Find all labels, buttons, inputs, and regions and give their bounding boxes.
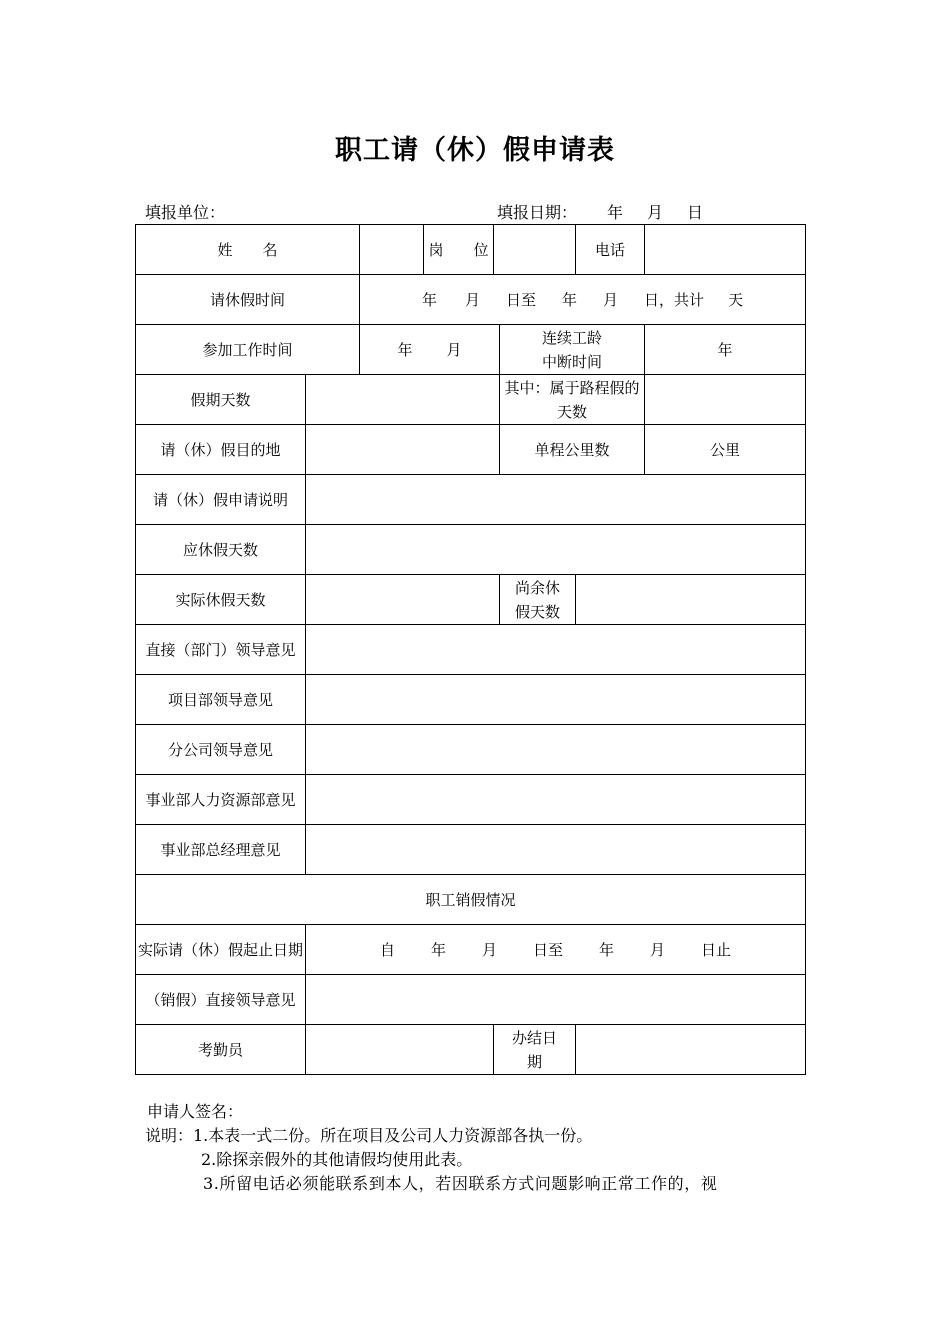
explanation-field[interactable] <box>306 475 806 525</box>
attendance-label: 考勤员 <box>136 1025 306 1075</box>
work-start-month: 月 <box>446 340 462 359</box>
leave-time-days: 天 <box>728 290 744 309</box>
entitled-days-field[interactable] <box>306 525 806 575</box>
fill-date <box>497 200 703 223</box>
fill-date-day: 日 <box>687 203 704 222</box>
gm-label: 事业部总经理意见 <box>136 825 306 875</box>
destination-field[interactable] <box>306 425 500 475</box>
actual-period-day-end: 日止 <box>701 940 732 959</box>
project-leader-field[interactable] <box>306 675 806 725</box>
service-break-label-1: 连续工龄 <box>542 328 603 347</box>
remaining-days-label <box>500 575 576 625</box>
work-start-label: 参加工作时间 <box>136 325 360 375</box>
post-label: 岗 位 <box>424 225 494 275</box>
travel-days-field[interactable] <box>645 375 806 425</box>
actual-period-from: 自 <box>379 940 395 959</box>
post-field[interactable] <box>494 225 576 275</box>
project-leader-label: 项目部领导意见 <box>136 675 306 725</box>
completion-date-field[interactable] <box>576 1025 806 1075</box>
explanation-label: 请（休）假申请说明 <box>136 475 306 525</box>
actual-period-label: 实际请（休）假起止日期 <box>136 925 306 975</box>
entitled-days-label: 应休假天数 <box>136 525 306 575</box>
signature-label: 申请人签名： <box>147 1102 244 1121</box>
completion-date-label <box>494 1025 576 1075</box>
travel-days-label <box>500 375 645 425</box>
leave-time-month2: 月 <box>603 290 619 309</box>
gm-field[interactable] <box>306 825 806 875</box>
holiday-days-field[interactable] <box>306 375 500 425</box>
leave-time-year: 年 <box>421 290 437 309</box>
one-way-km-field[interactable]: 公里 <box>645 425 806 475</box>
note-1: 说明：1.本表一式二份。所在项目及公司人力资源部各执一份。 <box>145 1126 593 1145</box>
remaining-days-label-2: 假天数 <box>515 602 561 621</box>
leave-time-month: 月 <box>464 290 480 309</box>
leave-form-table <box>135 224 806 1075</box>
actual-period-year: 年 <box>430 940 446 959</box>
completion-date-label-2: 期 <box>527 1052 543 1071</box>
work-start-field[interactable] <box>360 325 500 375</box>
phone-label: 电话 <box>576 225 645 275</box>
destination-label: 请（休）假目的地 <box>136 425 306 475</box>
actual-days-field[interactable] <box>306 575 500 625</box>
name-label: 姓 名 <box>136 225 360 275</box>
actual-period-field[interactable] <box>306 925 806 975</box>
service-break-field[interactable]: 年 <box>645 325 806 375</box>
page-title: 职工请（休）假申请表 <box>335 135 615 166</box>
remaining-days-field[interactable] <box>576 575 806 625</box>
travel-days-label-2: 天数 <box>557 402 588 421</box>
remaining-days-label-1: 尚余休 <box>515 578 561 597</box>
direct-leader-field[interactable] <box>306 625 806 675</box>
hr-label: 事业部人力资源部意见 <box>136 775 306 825</box>
fill-date-label: 填报日期： <box>497 203 578 222</box>
one-way-km-label: 单程公里数 <box>500 425 645 475</box>
fill-date-year: 年 <box>607 203 624 222</box>
return-section-label: 职工销假情况 <box>136 875 806 925</box>
phone-field[interactable] <box>645 225 806 275</box>
work-start-year: 年 <box>397 340 413 359</box>
leave-time-year2: 年 <box>562 290 578 309</box>
hr-field[interactable] <box>306 775 806 825</box>
note-3: 3.所留电话必须能联系到本人，若因联系方式问题影响正常工作的，视 <box>203 1174 718 1193</box>
holiday-days-label: 假期天数 <box>136 375 306 425</box>
attendance-field[interactable] <box>306 1025 494 1075</box>
actual-period-day-to: 日至 <box>533 940 564 959</box>
footer-notes <box>147 1100 717 1196</box>
return-leader-label: （销假）直接领导意见 <box>136 975 306 1025</box>
travel-days-label-1: 其中：属于路程假的 <box>504 378 640 397</box>
actual-period-month: 月 <box>481 940 497 959</box>
service-break-label <box>500 325 645 375</box>
actual-days-label: 实际休假天数 <box>136 575 306 625</box>
return-leader-field[interactable] <box>306 975 806 1025</box>
name-field[interactable] <box>360 225 424 275</box>
branch-leader-label: 分公司领导意见 <box>136 725 306 775</box>
note-2: 2.除探亲假外的其他请假均使用此表。 <box>201 1150 473 1169</box>
actual-period-year2: 年 <box>599 940 615 959</box>
completion-date-label-1: 办结日 <box>512 1028 558 1047</box>
service-break-label-2: 中断时间 <box>542 352 603 371</box>
fill-date-month: 月 <box>647 203 664 222</box>
direct-leader-label: 直接（部门）领导意见 <box>136 625 306 675</box>
leave-time-field[interactable] <box>360 275 806 325</box>
leave-time-day-to: 日至 <box>506 290 537 309</box>
leave-time-label: 请休假时间 <box>136 275 360 325</box>
branch-leader-field[interactable] <box>306 725 806 775</box>
leave-time-total: 日，共计 <box>644 290 705 309</box>
actual-period-month2: 月 <box>650 940 666 959</box>
fill-unit-label: 填报单位： <box>145 203 226 222</box>
